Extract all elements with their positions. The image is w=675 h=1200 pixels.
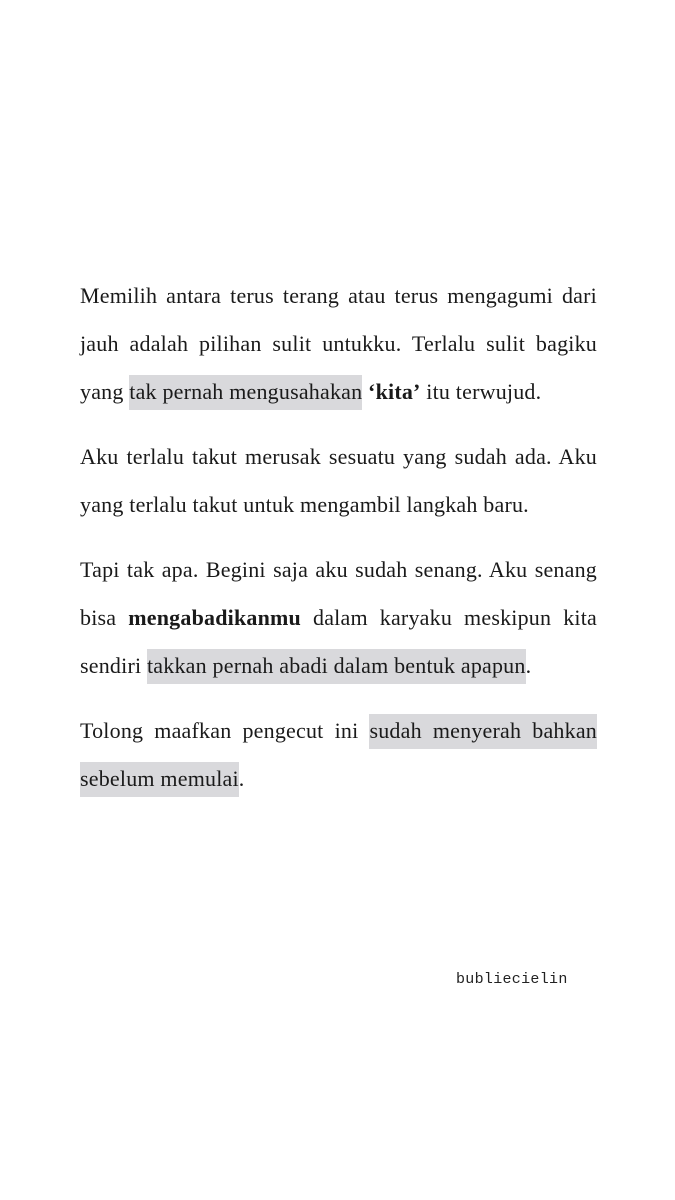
paragraph-4-text: Tolong maafkan pengecut ini <box>80 718 370 743</box>
paragraph-1 <box>80 272 597 416</box>
paragraph-1-text: Memilih antara terus terang atau terus mengagumi dari jauh adalah pilihan sulit untukku. Terlalu sulit bagiku yang <box>80 283 597 404</box>
paragraph-2-text: Aku terlalu takut merusak sesuatu yang sudah ada. Aku yang terlalu takut untuk mengambil langkah baru. <box>80 444 597 517</box>
highlighted-phrase: takkan pernah abadi dalam bentuk apapun <box>147 649 526 684</box>
paragraph-4-text-end: . <box>238 766 245 791</box>
highlighted-phrase: tak pernah mengusahakan <box>129 375 362 410</box>
bold-phrase-mengabadikanmu: mengabadikanmu <box>128 605 301 630</box>
paragraph-3-text-end: . <box>525 653 532 678</box>
bold-phrase-kita: ‘kita’ <box>368 379 421 404</box>
highlighted-phrase: sudah menyerah bahkan sebelum memulai <box>80 714 597 797</box>
paragraph-2 <box>80 433 597 529</box>
quote-text-block <box>80 272 597 820</box>
paragraph-4 <box>80 707 597 803</box>
paragraph-1-text-end: itu terwujud. <box>420 379 542 404</box>
paragraph-3 <box>80 546 597 690</box>
author-signature: bubliecielin <box>456 971 568 988</box>
paragraph-3-text-mid: dalam karyaku meskipun kita sendiri <box>80 605 597 678</box>
paragraph-3-text: Tapi tak apa. Begini saja aku sudah senang. Aku senang bisa <box>80 557 597 630</box>
